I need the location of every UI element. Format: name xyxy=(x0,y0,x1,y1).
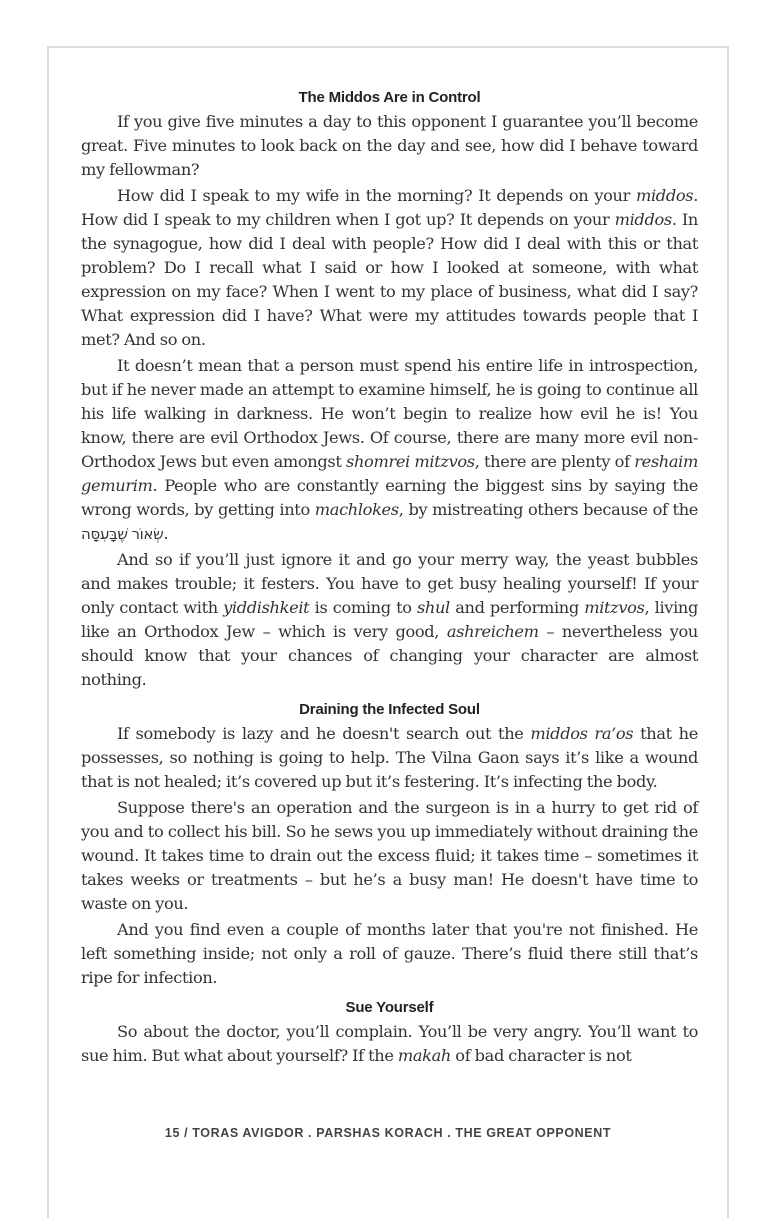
italic-term: middos ra’os xyxy=(530,724,634,743)
text-run: , there are plenty of xyxy=(474,452,635,471)
section-heading: Draining the Infected Soul xyxy=(299,701,480,718)
text-run: is coming to xyxy=(309,598,417,617)
text-run: . People who are constantly earning the biggest sins by saying the wrong words, by getting into xyxy=(81,476,698,519)
section-heading: The Middos Are in Control xyxy=(298,89,481,106)
body-paragraph xyxy=(81,110,698,182)
text-run: If you give five minutes a day to this opponent I guarantee you’ll become great. Five minutes to look back on the day and see, how did I behave toward my fellowman? xyxy=(81,112,698,179)
italic-term: shul xyxy=(416,598,450,617)
body-paragraph xyxy=(81,354,698,546)
text-run: . xyxy=(163,524,169,543)
book-page xyxy=(47,46,729,1218)
page-footer: 15 / TORAS AVIGDOR . PARSHAS KORACH . THE GREAT OPPONENT xyxy=(164,1126,612,1140)
italic-term: ashreichem xyxy=(446,622,539,641)
text-run: of bad character is not xyxy=(451,1046,632,1065)
body-paragraph xyxy=(81,184,698,352)
text-run: and performing xyxy=(449,598,585,617)
body-paragraph xyxy=(81,548,698,692)
text-run: How did I speak to my wife in the morning? It depends on your xyxy=(117,186,636,205)
body-paragraph xyxy=(81,796,698,916)
italic-term: yiddishkeit xyxy=(223,598,310,617)
page-content xyxy=(81,86,698,1070)
text-run: So about the doctor, you’ll complain. You’ll be very angry. You’ll want to sue him. But what about yourself? If the xyxy=(81,1022,698,1065)
text-run: It doesn’t mean that a person must spend his entire life in introspection, but if he never made an attempt to examine himself, he is going to continue all his life walking in darkness. He won’t begin to realize how evil he is! You know, there are evil Orthodox Jews. Of course, there are many more evil non-Orthodox Jews but even amongst xyxy=(81,356,698,471)
text-run: , by mistreating others because of the xyxy=(398,500,698,519)
text-run: And you find even a couple of months later that you're not finished. He left something inside; not only a roll of gauze. There’s fluid there still that’s ripe for infection. xyxy=(81,920,698,987)
italic-term: middos xyxy=(635,186,694,205)
italic-term: reshaim gemurim xyxy=(81,452,699,495)
body-paragraph xyxy=(81,722,698,794)
text-run: , living like an Orthodox Jew – which is very good, xyxy=(81,598,698,641)
text-run: And so if you’ll just ignore it and go your merry way, the yeast bubbles and makes trouble; it festers. You have to get busy healing yourself! If your only contact with xyxy=(81,550,698,617)
text-run: Suppose there's an operation and the surgeon is in a hurry to get rid of you and to collect his bill. So he sews you up immediately without draining the wound. It takes time to drain out the excess fluid; it takes time – sometimes it takes weeks or treatments – but he’s a busy man! He doesn't have time to waste on you. xyxy=(81,798,698,913)
italic-term: shomrei mitzvos xyxy=(346,452,475,471)
italic-term: middos xyxy=(614,210,672,229)
italic-term: makah xyxy=(397,1046,452,1065)
italic-term: mitzvos xyxy=(584,598,645,617)
section-heading: Sue Yourself xyxy=(345,999,434,1016)
hebrew-term: שְׂאוֹר שֶׁבָּעִסָּה xyxy=(81,525,164,543)
text-run: If somebody is lazy and he doesn't search out the xyxy=(117,724,531,743)
text-run: – nevertheless you should know that your chances of changing your character are almost nothing. xyxy=(81,622,698,689)
body-paragraph xyxy=(81,918,698,990)
body-paragraph xyxy=(81,1020,698,1068)
text-run: . In the synagogue, how did I deal with people? How did I deal with this or that problem? Do I recall what I said or how I looked at someone, with what expression on my face? When I went to my place of business, what did I say? What expression did I have? What were my attitudes towards people that I met? And so on. xyxy=(81,210,698,349)
text-run: that he possesses, so nothing is going to help. The Vilna Gaon says it’s like a wound that is not healed; it’s covered up but it’s festering. It’s infecting the body. xyxy=(81,724,698,791)
text-run: . How did I speak to my children when I got up? It depends on your xyxy=(81,186,698,229)
italic-term: machlokes xyxy=(314,500,399,519)
